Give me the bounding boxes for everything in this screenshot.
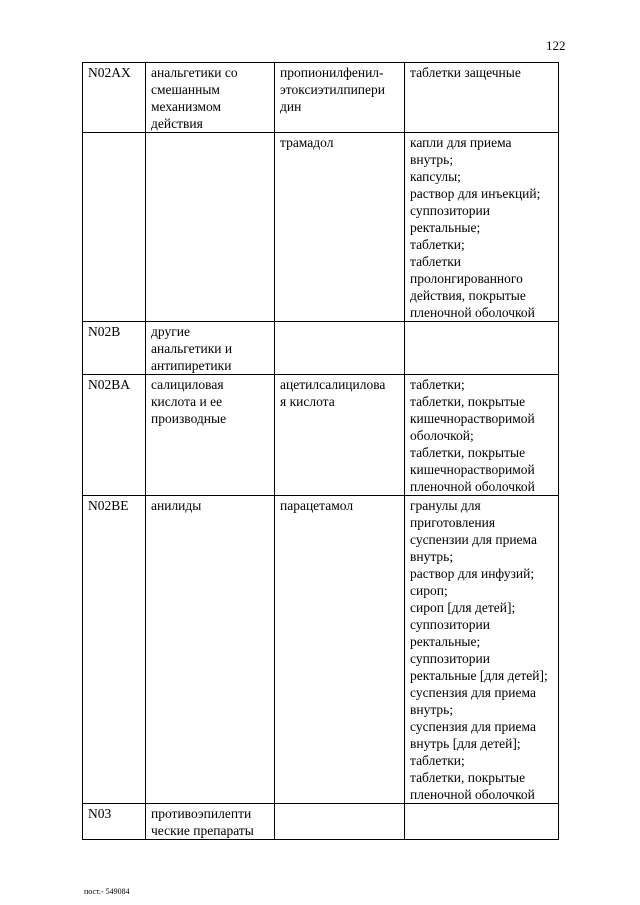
cell-text-line: капсулы; — [410, 169, 461, 184]
cell-text-line: таблетки, покрытые — [410, 445, 526, 460]
group-name-cell — [146, 375, 275, 496]
cell-text-line: суспензия для приема — [410, 685, 536, 700]
cell-text-line: кислота и ее — [151, 394, 223, 409]
cell-text-line: парацетамол — [280, 498, 354, 513]
atc-code-cell — [83, 322, 146, 375]
cell-text-line: пролонгированного — [410, 271, 523, 286]
cell-text-line: ректальные [для детей]; — [410, 668, 548, 683]
cell-text-line: N02BE — [88, 498, 129, 513]
cell-text-line: внутрь [для детей]; — [410, 736, 521, 751]
cell-text-line: механизмом — [151, 99, 222, 114]
table-row — [83, 375, 559, 496]
group-name-cell — [146, 133, 275, 322]
dosage-forms-cell — [405, 804, 559, 840]
cell-text-line: раствор для инъекций; — [410, 186, 541, 201]
cell-text-line: пленочной оболочкой — [410, 787, 535, 802]
cell-text-line: приготовления — [410, 515, 496, 530]
document-footer-id: пост.- 549084 — [84, 887, 130, 896]
cell-text-line: внутрь; — [410, 549, 454, 564]
drug-classification-table — [82, 62, 559, 840]
cell-text-line: сироп [для детей]; — [410, 600, 516, 615]
cell-text-line: таблетки, покрытые — [410, 770, 526, 785]
atc-code-cell — [83, 63, 146, 133]
cell-text-line: трамадол — [280, 135, 334, 150]
group-name-cell — [146, 63, 275, 133]
cell-text-line: суспензии для приема — [410, 532, 537, 547]
cell-text-line: суппозитории — [410, 617, 490, 632]
table-row — [83, 63, 559, 133]
cell-text-line: суппозитории — [410, 651, 490, 666]
cell-text-line: N02B — [88, 324, 121, 339]
atc-code-cell — [83, 133, 146, 322]
drug-name-cell — [275, 63, 405, 133]
cell-text-line: действия, покрытые — [410, 288, 526, 303]
group-name-cell — [146, 322, 275, 375]
cell-text-line: противоэпилепти — [151, 806, 252, 821]
cell-text-line: внутрь; — [410, 152, 454, 167]
atc-code-cell — [83, 496, 146, 804]
table-row — [83, 496, 559, 804]
drug-name-cell — [275, 496, 405, 804]
cell-text-line: пленочной оболочкой — [410, 479, 535, 494]
cell-text-line: N03 — [88, 806, 112, 821]
table-row — [83, 322, 559, 375]
cell-text-line: я кислота — [280, 394, 335, 409]
dosage-forms-cell — [405, 322, 559, 375]
page-number: 122 — [546, 38, 566, 53]
table-row — [83, 804, 559, 840]
dosage-forms-cell — [405, 375, 559, 496]
cell-text-line: ацетилсалицилова — [280, 377, 386, 392]
cell-text-line: другие — [151, 324, 190, 339]
cell-text-line: оболочкой; — [410, 428, 474, 443]
cell-text-line: таблетки; — [410, 237, 465, 252]
group-name-cell — [146, 804, 275, 840]
cell-text-line: смешанным — [151, 82, 220, 97]
cell-text-line: кишечнорастворимой — [410, 462, 535, 477]
drug-name-cell — [275, 804, 405, 840]
cell-text-line: салициловая — [151, 377, 224, 392]
cell-text-line: раствор для инфузий; — [410, 566, 535, 581]
cell-text-line: сироп; — [410, 583, 448, 598]
cell-text-line: дин — [280, 99, 302, 114]
cell-text-line: антипиретики — [151, 358, 232, 373]
drug-name-cell — [275, 322, 405, 375]
drug-name-cell — [275, 133, 405, 322]
cell-text-line: кишечнорастворимой — [410, 411, 535, 426]
cell-text-line: таблетки защечные — [410, 65, 521, 80]
dosage-forms-cell — [405, 496, 559, 804]
cell-text-line: пропионилфенил- — [280, 65, 384, 80]
cell-text-line: N02AX — [88, 65, 131, 80]
atc-code-cell — [83, 804, 146, 840]
cell-text-line: N02BA — [88, 377, 131, 392]
cell-text-line: пленочной оболочкой — [410, 305, 535, 320]
cell-text-line: ректальные; — [410, 220, 481, 235]
dosage-forms-cell — [405, 63, 559, 133]
cell-text-line: анилиды — [151, 498, 202, 513]
cell-text-line: суппозитории — [410, 203, 490, 218]
cell-text-line: таблетки, покрытые — [410, 394, 526, 409]
cell-text-line: действия — [151, 116, 203, 131]
atc-code-cell — [83, 375, 146, 496]
table-row — [83, 133, 559, 322]
cell-text-line: суспензия для приема — [410, 719, 536, 734]
cell-text-line: этоксиэтилпипери — [280, 82, 386, 97]
cell-text-line: производные — [151, 411, 227, 426]
cell-text-line: анальгетики со — [151, 65, 238, 80]
cell-text-line: гранулы для — [410, 498, 481, 513]
cell-text-line: анальгетики и — [151, 341, 233, 356]
group-name-cell — [146, 496, 275, 804]
cell-text-line: ческие препараты — [151, 823, 254, 838]
cell-text-line: таблетки; — [410, 377, 465, 392]
cell-text-line: ректальные; — [410, 634, 481, 649]
cell-text-line: таблетки — [410, 254, 462, 269]
dosage-forms-cell — [405, 133, 559, 322]
drug-name-cell — [275, 375, 405, 496]
cell-text-line: внутрь; — [410, 702, 454, 717]
cell-text-line: капли для приема — [410, 135, 512, 150]
cell-text-line: таблетки; — [410, 753, 465, 768]
